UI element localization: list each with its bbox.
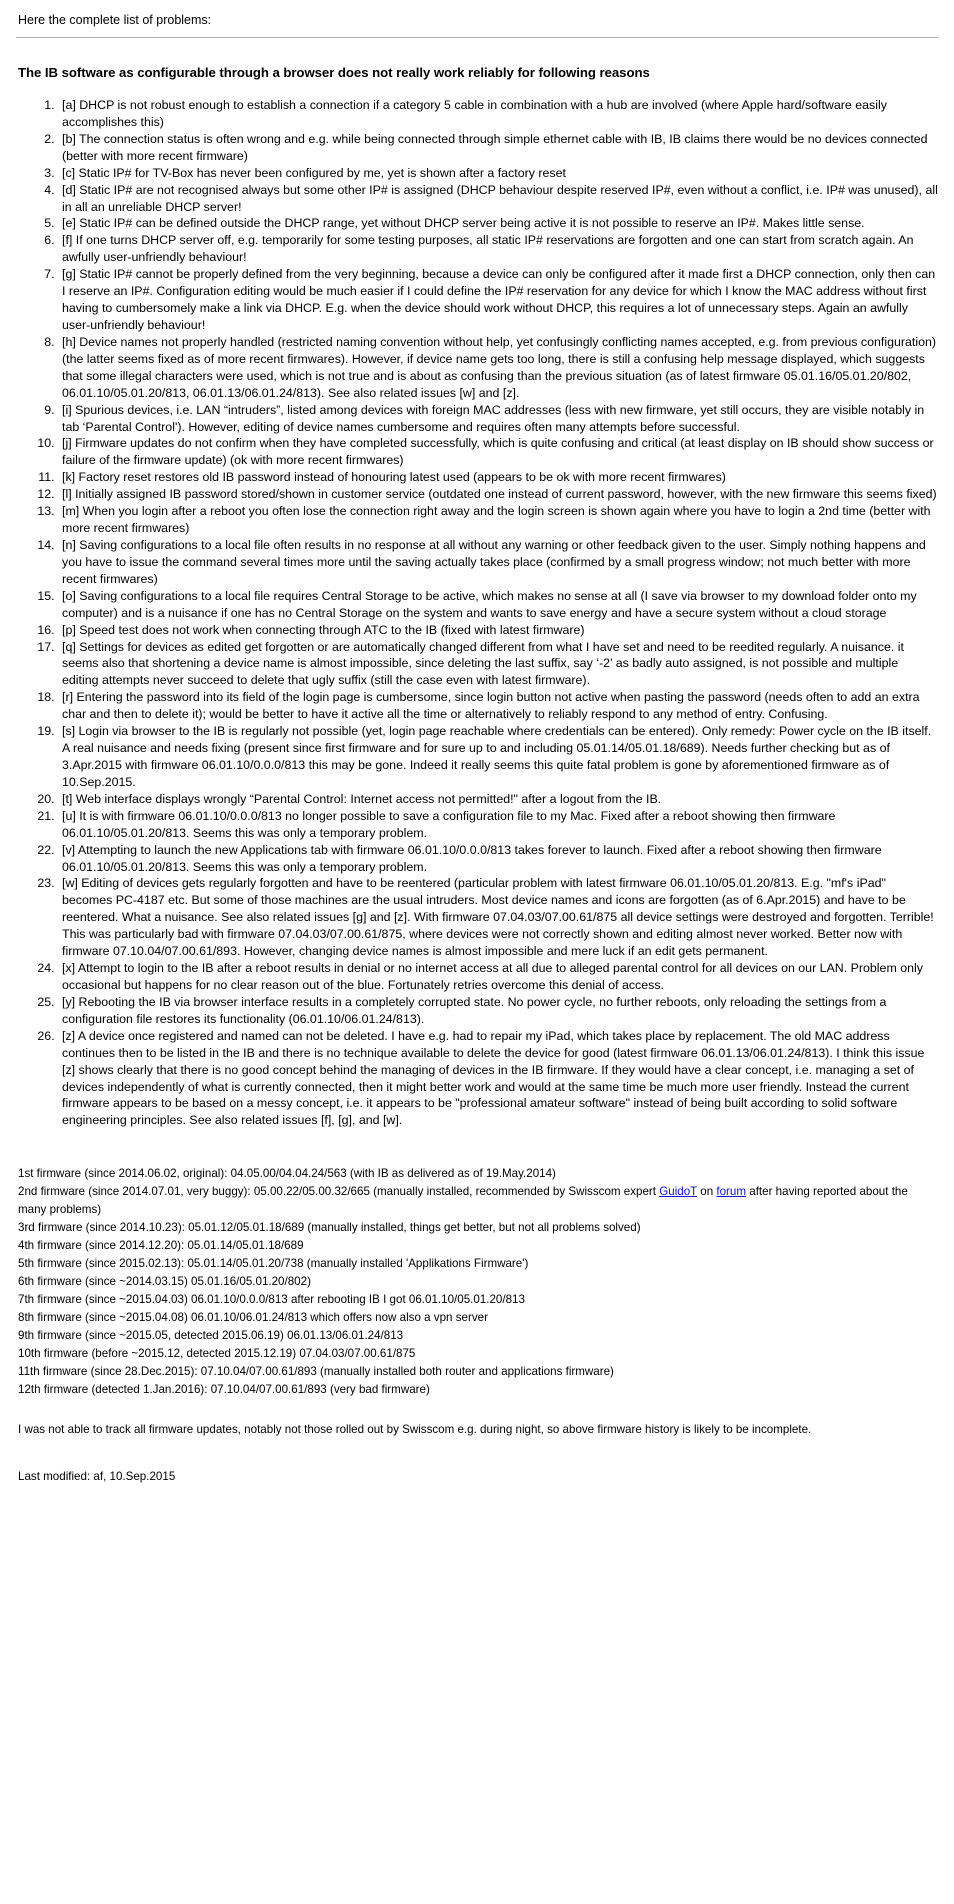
firmware-line-5: 5th firmware (since 2015.02.13): 05.01.14/05.01.20/738 (manually installed 'Applikations Firmware') xyxy=(18,1257,529,1271)
problems-list xyxy=(16,97,938,1129)
list-item: 20. [t] Web interface displays wrongly “Parental Control: Internet access not permitted!" after a logout from the IB. xyxy=(58,791,938,808)
firmware-line-11: 11th firmware (since 28.Dec.2015): 07.10.04/07.00.61/893 (manually installed both router and applications firmware) xyxy=(18,1364,614,1378)
list-item: 10. [j] Firmware updates do not confirm when they have completed successfully, which is quite confusing and critical (at least display on IB should show success or failure of the firmware update) (ok with more recent firmwares) xyxy=(58,435,938,469)
list-item: 24. [x] Attempt to login to the IB after a reboot results in denial or no internet access at all due to alleged parental control for all devices on our LAN. Problem only occasional but happens for no clear reason out of the blue. Fortunately retries overcome this denial of access. xyxy=(58,960,938,994)
list-item: 4. [d] Static IP# are not recognised always but some other IP# is assigned (DHCP behaviour despite reserved IP#, even without a conflict, i.e. IP# was unused), all in all an unreliable DHCP server! xyxy=(58,182,938,216)
list-item: 12. [l] Initially assigned IB password stored/shown in customer service (outdated one instead of current password, however, with the new firmware this seems fixed) xyxy=(58,486,938,503)
list-item: 25. [y] Rebooting the IB via browser interface results in a completely corrupted state. No power cycle, no further reboots, only reloading the settings from a configuration file restores its functionality (06.01.10/06.01.24/813). xyxy=(58,994,938,1028)
horizontal-divider xyxy=(16,37,938,38)
list-item: 16. [p] Speed test does not work when connecting through ATC to the IB (fixed with latest firmware) xyxy=(58,622,938,639)
list-item: 1. [a] DHCP is not robust enough to establish a connection if a category 5 cable in combination with a hub are involved (where Apple hard/software easily accomplishes this) xyxy=(58,97,938,131)
list-item: 8. [h] Device names not properly handled (restricted naming convention without help, yet confusingly conflicting names accepted, e.g. from previous configuration) (the latter seems fixed as of more recent firmwares). However, if device name gets too long, there is still a confusing help message displayed, which suggests that some illegal characters were used, which is not true and is about as confusing than the previous situation (as of latest firmware 05.01.16/05.01.20/802, 06.01.10/05.01.20/813, 06.01.13/06.01.24/813). See also related issues [w] and [z]. xyxy=(58,334,938,402)
list-item: 26. [z] A device once registered and named can not be deleted. I have e.g. had to repair my iPad, which takes place by replacement. The old MAC address continues then to be listed in the IB and there is no technique available to delete the device for good (latest firmware 06.01.13/06.01.24/813). I think this issue [z] shows clearly that there is no good concept behind the managing of devices in the IB firmware. If they would have a clear concept, i.e. managing a set of devices independently of what is currently connected, then it might better work and would at the same time be much more user friendly. Instead the current firmware appears to be based on a messy concept, i.e. it appears to be "professional amateur software" instead of being built according to solid software engineering principles. See also related issues [f], [g], and [w]. xyxy=(58,1028,938,1130)
firmware-line-4: 4th firmware (since 2014.12.20): 05.01.14/05.01.18/689 xyxy=(18,1239,304,1253)
firmware-line-7: 7th firmware (since ~2015.04.03) 06.01.10/0.0.0/813 after rebooting IB I got 06.01.10/05.01.20/813 xyxy=(18,1293,525,1307)
list-item: 22. [v] Attempting to launch the new Applications tab with firmware 06.01.10/0.0.0/813 takes forever to launch. Fixed after a reboot showing then firmware 06.01.10/05.01.20/813. Seems this was only a temporary problem. xyxy=(58,842,938,876)
list-item: 21. [u] It is with firmware 06.01.10/0.0.0/813 no longer possible to save a configuration file to my Mac. Fixed after a reboot showing then firmware 06.01.10/05.01.20/813. Seems this was only a temporary problem. xyxy=(58,808,938,842)
firmware-line-12: 12th firmware (detected 1.Jan.2016): 07.10.04/07.00.61/893 (very bad firmware) xyxy=(18,1382,430,1396)
list-item: 7. [g] Static IP# cannot be properly defined from the very beginning, because a device can only be configured after it made first a DHCP connection, only then can I reserve an IP#. Configuration editing would be much easier if I could define the IP# reservation for any device for which I know the MAC address without first having to cumbersomely make a link via DHCP. E.g. when the device should work without DHCP, this requires a lot of unnecessary steps. Again an awfully user-unfriendly behaviour! xyxy=(58,266,938,334)
firmware-line-2 xyxy=(18,1183,938,1219)
page-title: The IB software as configurable through a browser does not really work reliably for following reasons xyxy=(18,64,650,80)
list-item: 9. [i] Spurious devices, i.e. LAN “intruders”, listed among devices with foreign MAC addresses (less with new firmware, yet still occurs, they are visible notably in tab ‘Parental Control'). However, editing of device names cumbersome and requires often many attempts before successful. xyxy=(58,402,938,436)
firmware-line-1: 1st firmware (since 2014.06.02, original): 04.05.00/04.04.24/563 (with IB as delivered as of 19.May.2014) xyxy=(18,1167,556,1181)
list-item: 2. [b] The connection status is often wrong and e.g. while being connected through simple ethernet cable with IB, IB claims there would be no devices connected (better with more recent firmware) xyxy=(58,131,938,165)
firmware-line-6: 6th firmware (since ~2014.03.15) 05.01.16/05.01.20/802) xyxy=(18,1275,311,1289)
list-item: 19. [s] Login via browser to the IB is regularly not possible (yet, login page reachable where credentials can be entered). Only remedy: Power cycle on the IB itself. A real nuisance and needs fixing (present since first firmware and for sure up to and including 05.01.14/05.01.18/689). Needs further checking but as of 3.Apr.2015 with firmware 06.01.10/0.0.0/813 this may be gone. Indeed it really seems this quite fatal problem is gone by aforementioned firmware as of 10.Sep.2015. xyxy=(58,723,938,791)
list-item: 18. [r] Entering the password into its field of the login page is cumbersome, since login button not active when pasting the password (needs often to add an extra char and then to delete it); would be better to have it active all the time or alternatively to reliably respond to any method of entry. Confusing. xyxy=(58,689,938,723)
firmware-line-2-text-after: after having reported about the many problems) xyxy=(18,1185,908,1217)
list-item: 11. [k] Factory reset restores old IB password instead of honouring latest used (appears to be ok with more recent firmwares) xyxy=(58,469,938,486)
firmware-line-9: 9th firmware (since ~2015.05, detected 2015.06.19) 06.01.13/06.01.24/813 xyxy=(18,1328,404,1342)
list-item: 6. [f] If one turns DHCP server off, e.g. temporarily for some testing purposes, all static IP# reservations are forgotten and one can start from scratch again. An awfully user-unfriendly behaviour! xyxy=(58,232,938,266)
intro-text: Here the complete list of problems: xyxy=(18,13,212,27)
firmware-line-8: 8th firmware (since ~2015.04.08) 06.01.10/06.01.24/813 which offers now also a vpn server xyxy=(18,1311,488,1325)
firmware-line-10: 10th firmware (before ~2015.12, detected 2015.12.19) 07.04.03/07.00.61/875 xyxy=(18,1346,416,1360)
list-item: 13. [m] When you login after a reboot you often lose the connection right away and the login screen is shown again where you have to login a 2nd time (better with more recent firmwares) xyxy=(58,503,938,537)
list-item: 15. [o] Saving configurations to a local file requires Central Storage to be active, which makes no sense at all (I save via browser to my download folder onto my computer) and is a nuisance if one has no Central Storage on the system and wants to save energy and have a secure system without a cloud storage xyxy=(58,588,938,622)
bottom-spacer xyxy=(16,1486,938,1496)
list-item: 5. [e] Static IP# can be defined outside the DHCP range, yet without DHCP server being active it is not possible to reserve an IP#. Makes little sense. xyxy=(58,215,938,232)
list-item: 17. [q] Settings for devices as edited get forgotten or are automatically changed different from what I have set and need to be reedited regularly. A nuisance. it seems also that shortening a device name is almost impossible, since deleting the last suffix, say ‘-2’ as badly auto assigned, is not possible and multiple editing attempts never succeed to delete that ugly suffix (still the case even with latest firmware). xyxy=(58,639,938,690)
forum-link[interactable]: forum xyxy=(716,1185,747,1199)
firmware-line-2-text-before: 2nd firmware (since 2014.07.01, very buggy): 05.00.22/05.00.32/665 (manually installed, recommended by Swisscom expert xyxy=(18,1185,660,1199)
firmware-line-2-text-mid: on xyxy=(697,1185,717,1199)
list-item: 3. [c] Static IP# for TV-Box has never been configured by me, yet is shown after a factory reset xyxy=(58,165,938,182)
guidot-link[interactable]: GuidoT xyxy=(659,1185,698,1199)
list-item: 23. [w] Editing of devices gets regularly forgotten and have to be reentered (particular problem with latest firmware 06.01.10/05.01.20/813. E.g. "mf's iPad" becomes PC-4187 etc. But some of those machines are the usual intruders. Most device names and icons are forgotten (as of 6.Apr.2015) and have to be reentered. What a nuisance. See also related issues [g] and [z]. With firmware 07.04.03/07.00.61/875 all device settings were destroyed and forgotten. Terrible! This was particularly bad with firmware 07.04.03/07.00.61/875, where devices were not correctly shown and editing almost never worked. Better now with firmware 07.10.04/07.00.61/893. However, changing device names is almost impossible and mere luck if an edit gets permanent. xyxy=(58,875,938,960)
last-modified-text: Last modified: af, 10.Sep.2015 xyxy=(18,1470,176,1484)
firmware-history-block xyxy=(16,1165,938,1399)
list-item: 14. [n] Saving configurations to a local file often results in no response at all without any warning or other feedback given to the user. Simply nothing happens and you have to issue the command several times more until the saving actually takes place (confirmed by a small progress window; not much better with more recent firmwares) xyxy=(58,537,938,588)
firmware-incomplete-note: I was not able to track all firmware updates, notably not those rolled out by Swisscom e.g. during night, so above firmware history is likely to be incomplete. xyxy=(18,1422,812,1436)
firmware-line-3: 3rd firmware (since 2014.10.23): 05.01.12/05.01.18/689 (manually installed, things get better, but not all problems solved) xyxy=(18,1221,641,1235)
